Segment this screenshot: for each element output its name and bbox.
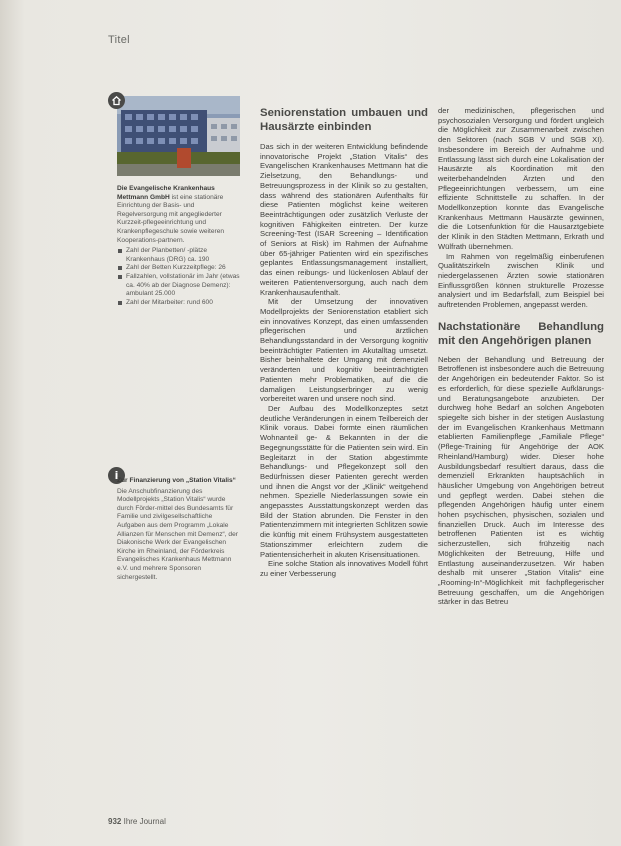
info-icon: i [108, 467, 125, 484]
hospital-facts-list [117, 247, 240, 307]
paragraph: Das sich in der weiteren Entwicklung befindende innovatorische Projekt „Station Vitalis“ des Evangelischen Krankenhauses Mettmann hat die Zielsetzung, den Behandlungs- und Betreuungsprozess in der Klinik so zu gestalten, dass während des stationären Aufenthalts für diese Patienten möglichst keine weiteren Beeinträchtigungen oder zusätzlich Verluste der kognitiven Fähigkeiten eintreten. Der kurze Screening-Test (ISAR Screening – Identification of Seniors at Risk) im Rahmen der Aufnahme über 65-jähriger Patienten wird ein spezifisches geplantes Entlassungsmanagement installiert, das einen reibungs- und lückenlosen Ablauf der weiteren Patientenversorgung, auch nach dem Krankenhausaufenthalt. [260, 142, 428, 297]
home-icon [108, 92, 125, 109]
paragraph: Mit der Umsetzung der innovativen Modellprojekts der Seniorenstation etabliert sich ein innovatives Konzept, das einen umfassenden pflegerischen und ärztlichen Behandlungsstandard in der Versorgung kognitiv beeinträchtigter Patienten im Akutalltag umsetzt. Bisher beinhaltete der Umgang mit demenziell veränderten und kognitiv beeinträchtigten Patienten mehr Problematiken, auf die die damaligen Leistungserbringer zu wenig vorbereitet waren und unsere noch sind. [260, 297, 428, 404]
financing-box [117, 477, 240, 582]
list-item: Zahl der Mitarbeiter: rund 600 [117, 299, 240, 308]
paragraph: Im Rahmen von regelmäßig einberufenen Qualitätszirkeln zwischen Klinik und niedergelassenen Ärzten sowie stationären Einflussgrößen können strukturelle Prozesse analysiert und im Bedarfsfall, zum Beispiel bei auftretenden Problemen, angepasst werden. [438, 251, 604, 310]
section-heading: Nachstationäre Behandlung mit den Angehörigen planen [438, 320, 604, 347]
page-number: 932 [108, 817, 122, 826]
hospital-building-illustration [117, 96, 240, 176]
hospital-name: Die Evangelische Krankenhaus Mettmann GmbH [117, 185, 215, 201]
paragraph: Der Aufbau des Modellkonzeptes setzt deutliche Veränderungen in einem Teilbereich der Klinik voraus. Dabei formte einen räumlichen Wohnanteil ge- & Bekannten in der die Begegnungsstätte für die Patienten sein wird. Ein Begleitarzt in der Station abgestimmte Behandlungs- und Pflegekonzept soll den Bedürfnissen dieser Patienten gerecht werden und ihnen die Angst vor der „Klinik“ weitgehend nehmen. Spezielle Niederlassungen sowie ein angepasstes Ausstattungskonzept werden das Bild der Station abrunden. Die Fenster in den Patientenzimmern mit integrierten Schlitzen sowie die künftig mit einem Frühsystem ausgestatteten Stationszimmer erleichtern zudem die Patientensicherheit in akuten Krisensituationen. [260, 403, 428, 559]
list-item: Zahl der Planbetten/ -plätze Krankenhaus (DRG) ca. 190 [117, 247, 240, 264]
article-column-2 [438, 106, 604, 607]
paragraph: Neben der Behandlung und Betreuung der Betroffenen ist insbesondere auch die Betreuung der Angehörigen ein bedeutender Faktor. So ist es erforderlich, für diese spezielle Aufklärungs- und Beratungsangebote anzubieten. Der durchweg hohe Bedarf an solchen Angeboten spiegelte sich bisher in der stetigen Auslastung der im Evangelischen Krankenhaus Mettmann etablierten Familienpflege „Familiale Pflege“ (Pflege-Training für Angehörige der AOK Rheinland/Hamburg) wider. Dieser hohe Ausbildungsbedarf resultiert daraus, dass die demenziell Erkrankten hauptsächlich in häuslicher Umgebung von Angehörigen betreut und gepflegt werden. Dabei stehen die pflegenden Angehörigen häufig unter einem hohen psychischen, physischen, sozialen und finanziellen Druck. Auch im Interesse des betroffenen Patienten ist es wichtig sicherzustellen, sich frühzeitig nach Möglichkeiten der Betreuung, Hilfe und Entlastung auseinanderzusetzen. Wir haben deshalb mit unserer „Station Vitalis“ eine „Rooming-In“-Möglichkeit mit fachpflegerischer Betreuung geschaffen, um die Angehörigen stärker in das Betreu [438, 354, 604, 607]
article-column-1 [260, 106, 428, 579]
hospital-building-photo [117, 96, 240, 176]
hospital-info-box [117, 185, 240, 307]
hospital-intro-text: ist eine stationäre Einrichtung der Basis- und Regelversorgung mit angegliederter Kurzzeit-pflegeeinrichtung und Krankenpflegeschule sowie weiteren Kooperations-partnern. [117, 193, 225, 244]
list-item: Zahl der Betten Kurzzeitpflege: 26 [117, 264, 240, 273]
paragraph: der medizinischen, pflegerischen und psychosozialen Versorgung und fördert ungleich die Möglichkeit zur Zusammenarbeit zwischen den Sektoren (nach SGB V und SGB XI). Insbesondere im Bereich der Aufnahme und Entlassung lässt sich durch eine Lokalisation der Hausärzte als Koordination mit den weiterbehandelnden Ärzten und den Pflegeeinrichtungen verbessern, um eine effiziente Schnittstelle zu schaffen. In der Modellkonzeption konnte das Evangelische Krankenhaus Mettmann Hausärzte gewinnen, die die Lotsenfunktion für die Hausarztgebiete der Klinik in den Städten Mettmann, Erkrath und Wülfrath übernehmen. [438, 106, 604, 251]
section-heading: Seniorenstation umbauen und Hausärzte einbinden [260, 107, 428, 133]
hospital-intro [117, 185, 240, 245]
list-item: Fallzahlen, vollstationär im Jahr (etwas ca. 40% ab der Diagnose Demenz): ambulant 25.000 [117, 273, 240, 299]
running-title: Titel [108, 34, 130, 46]
page-footer [108, 817, 166, 826]
paragraph: Eine solche Station als innovatives Modell führt zu einer Verbesserung [260, 559, 428, 578]
financing-text: Die Anschubfinanzierung des Modellprojekts „Station Vitalis“ wurde durch Förder-mittel des Bundesamts für Familie und zivilgesellschaftliche Aufgaben aus dem Programm „Lokale Allianzen für Menschen mit Demenz“, der Diakonische Werk der Evangelischen Kirche im Rheinland, der Förderkreis Evangelisches Krankenhaus Mettmann e.V. und mehrere Sponsoren sichergestellt. [117, 487, 238, 581]
journal-name: Ihre Journal [123, 817, 166, 826]
financing-title: Zur Finanzierung von „Station Vitalis“ [117, 477, 236, 484]
